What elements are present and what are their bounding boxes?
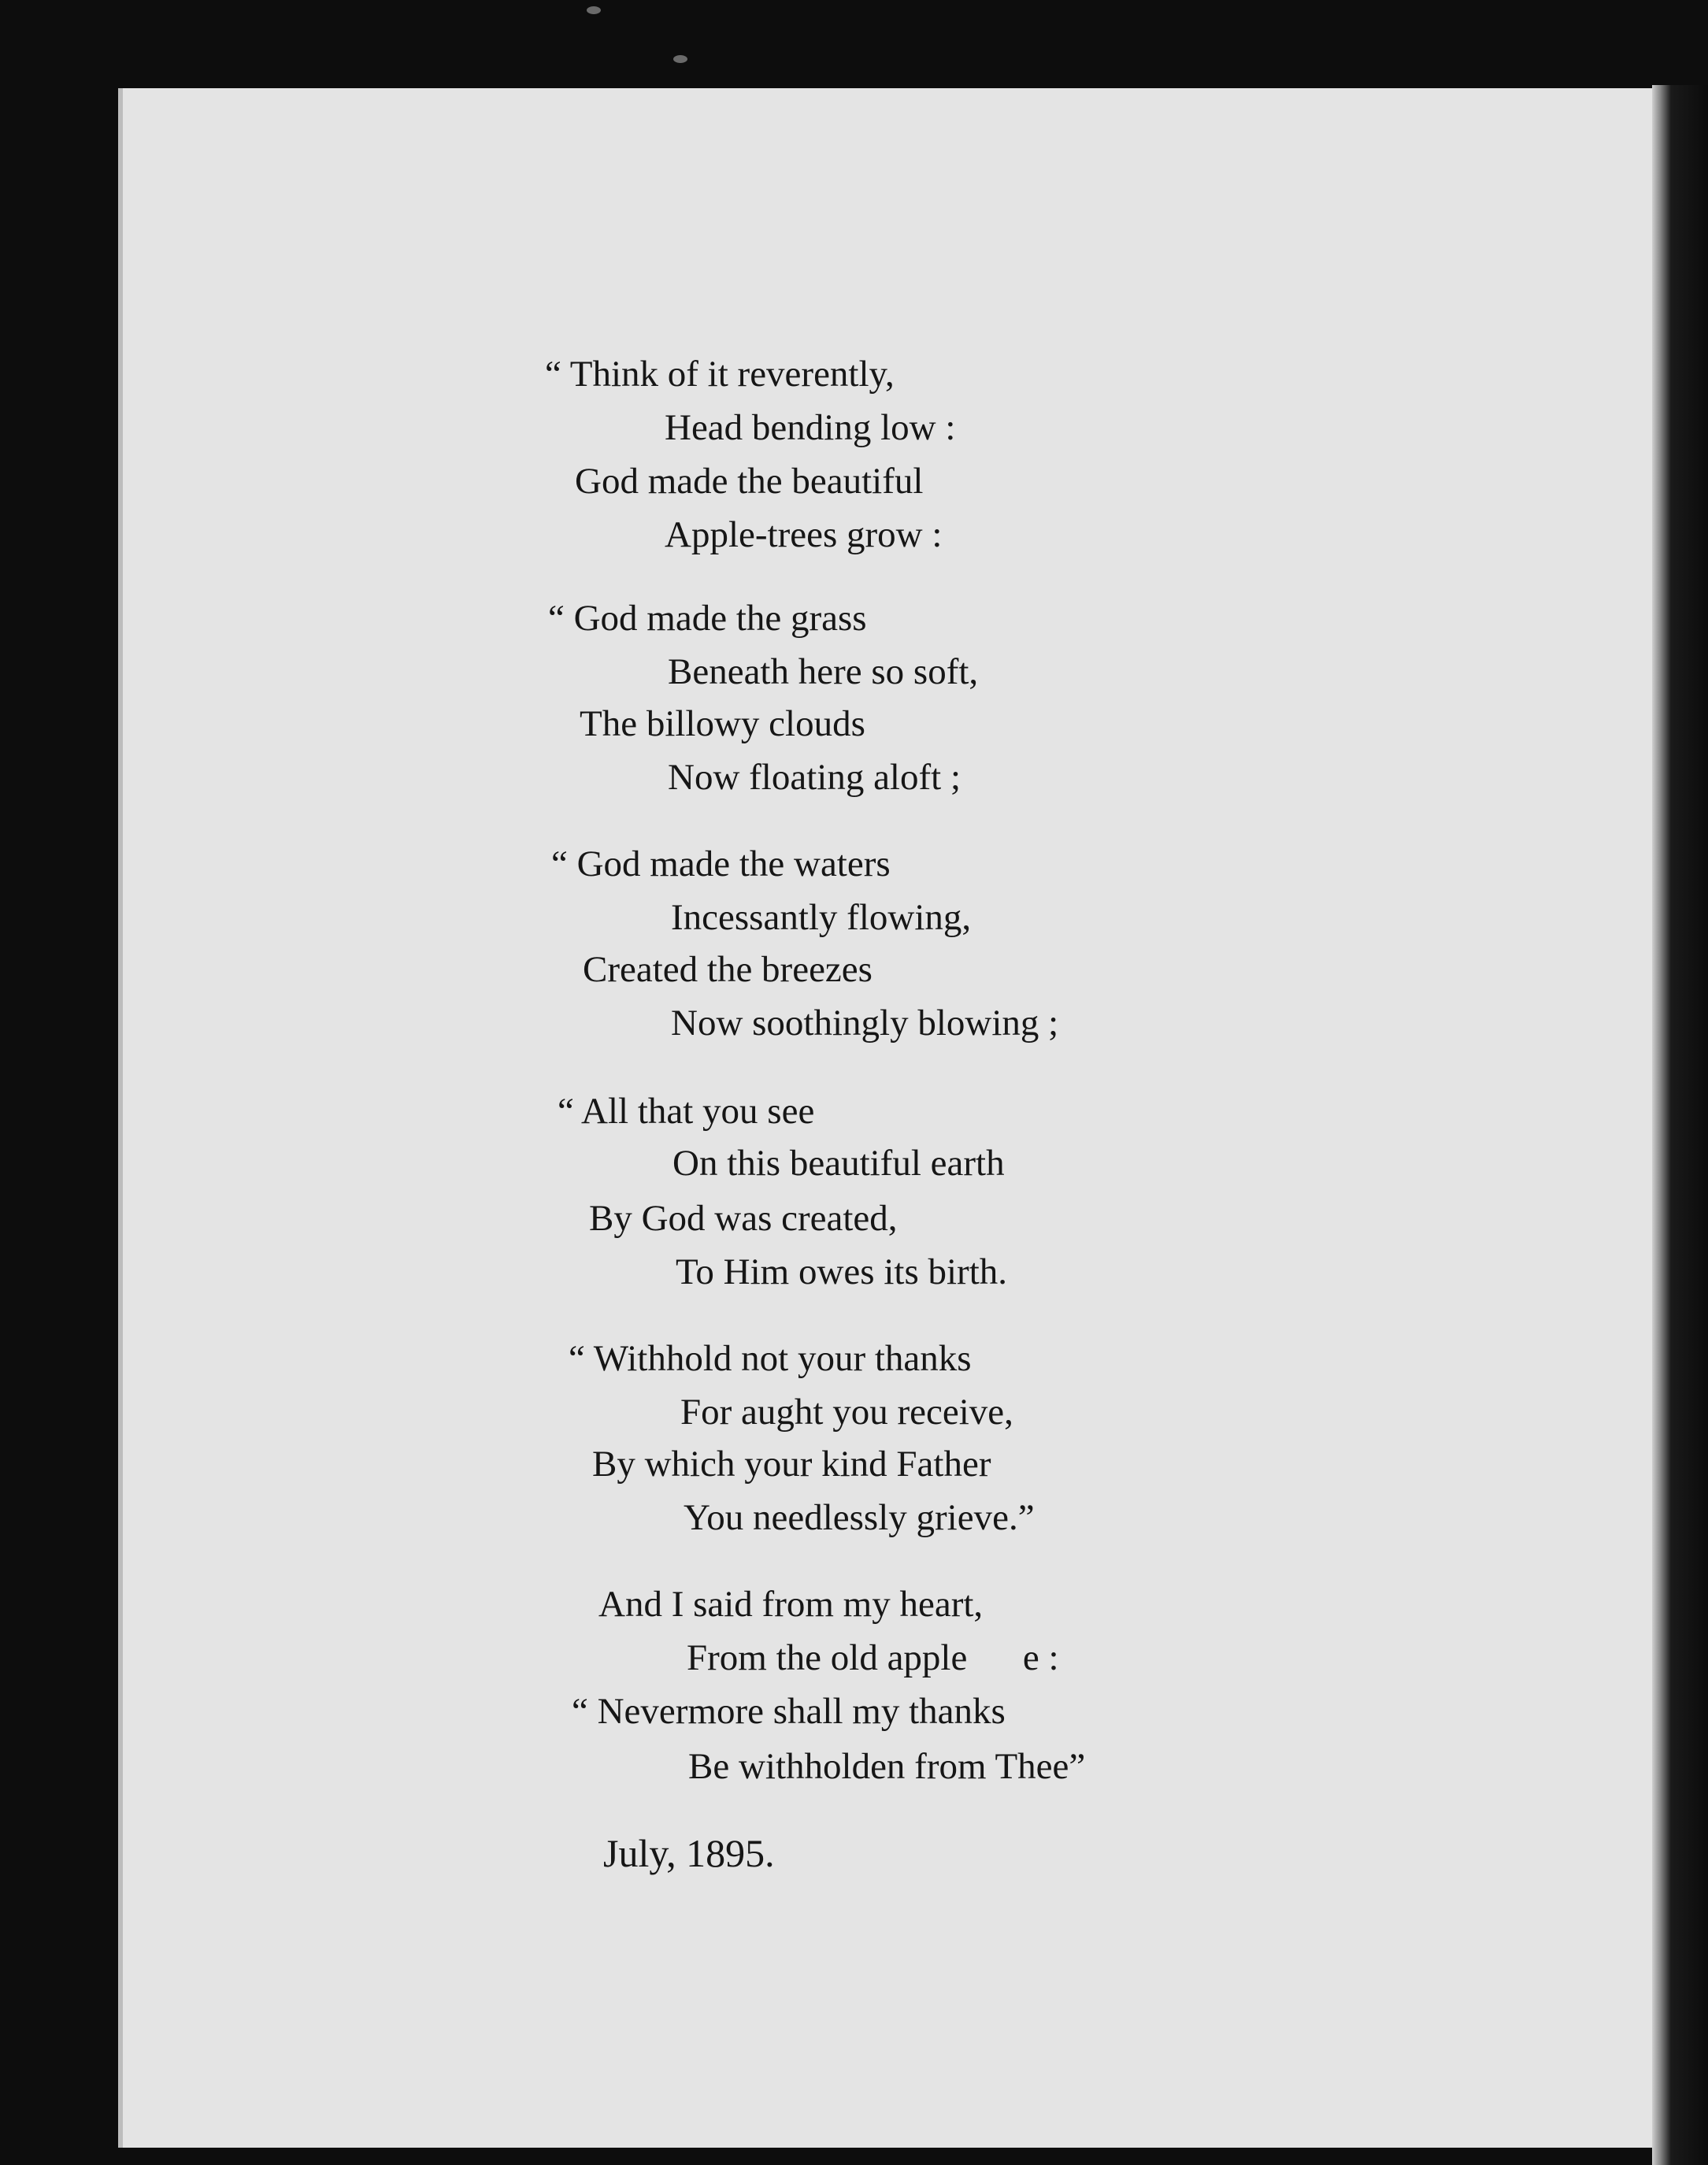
poem-line: Incessantly flowing, <box>671 897 972 938</box>
poem-line: “ Think of it reverently, <box>545 354 895 395</box>
poem-line: On this beautiful earth <box>672 1143 1005 1184</box>
poem <box>123 88 1666 2148</box>
poem-line: “ Withhold not your thanks <box>569 1338 972 1379</box>
poem-line: “ Nevermore shall my thanks <box>572 1691 1006 1732</box>
scan-speck <box>587 6 601 14</box>
poem-line: Beneath here so soft, <box>668 651 979 692</box>
poem-line: Created the breezes <box>583 949 873 990</box>
scan-speck <box>673 55 687 63</box>
poem-line: You needlessly grieve.” <box>684 1497 1035 1538</box>
poem-line: Be withholden from Thee” <box>688 1746 1086 1787</box>
poem-line: From the old apple e : <box>687 1637 1059 1678</box>
poem-line: Apple-trees grow : <box>665 514 943 555</box>
poem-line: To Him owes its birth. <box>676 1251 1008 1292</box>
poem-line: “ God made the grass <box>548 598 867 639</box>
poem-line: And I said from my heart, <box>598 1584 984 1625</box>
poem-line: Now floating aloft ; <box>668 757 961 798</box>
poem-line: Head bending low : <box>665 407 956 448</box>
poem-line: By God was created, <box>589 1198 898 1239</box>
poem-line: “ God made the waters <box>551 843 891 884</box>
poem-line: “ All that you see <box>558 1091 815 1132</box>
poem-date: July, 1895. <box>603 1831 775 1875</box>
page-binding-edge <box>1652 85 1708 2165</box>
book-page <box>118 88 1666 2148</box>
poem-line: By which your kind Father <box>592 1444 991 1485</box>
poem-line: God made the beautiful <box>575 461 924 502</box>
poem-line: Now soothingly blowing ; <box>671 1003 1059 1044</box>
poem-line: The billowy clouds <box>580 703 865 744</box>
poem-line: For aught you receive, <box>680 1392 1013 1433</box>
